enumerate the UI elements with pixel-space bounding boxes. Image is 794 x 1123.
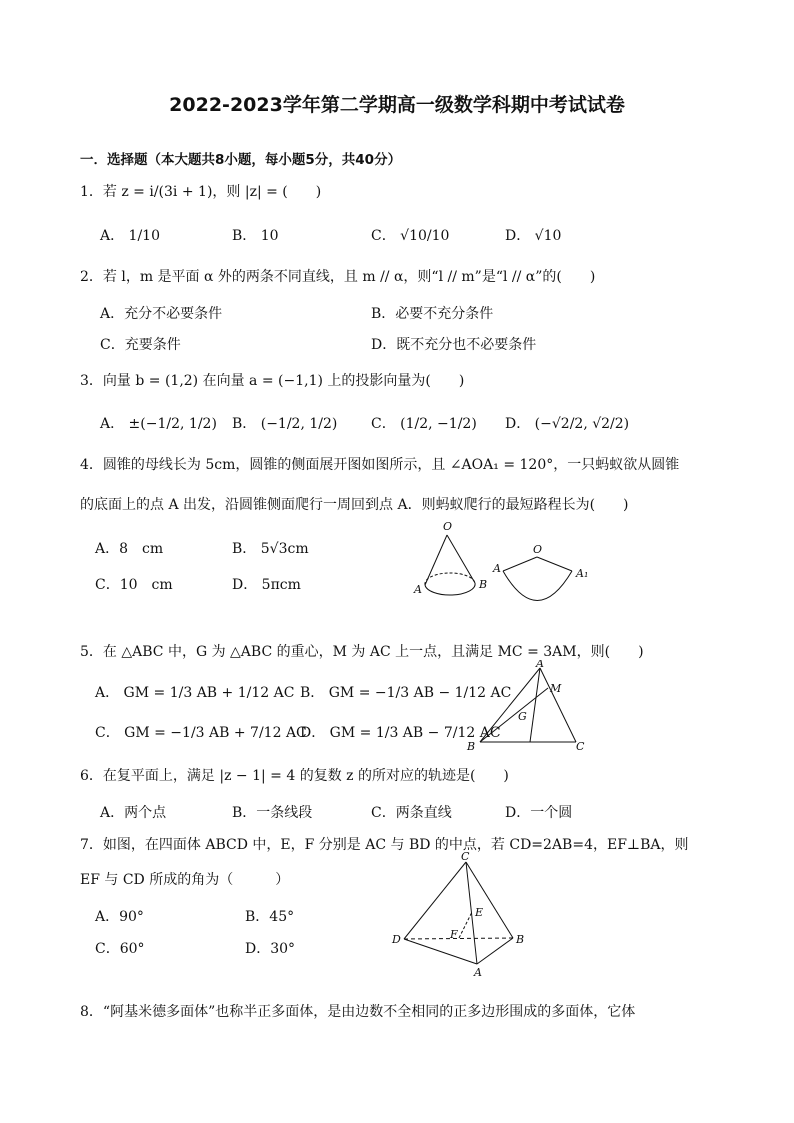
tetra-label-b: B	[516, 933, 525, 946]
q3-option-b: B． (−1/2, 1/2)	[232, 416, 338, 432]
tetrahedron-figure	[390, 850, 535, 980]
q5-option-a: A． GM = 1/3 AB + 1/12 AC	[95, 685, 295, 701]
q2-option-c: C．充要条件	[100, 337, 181, 353]
triangle-figure	[462, 660, 592, 755]
sector-label-a: A	[493, 562, 501, 575]
q1-option-a: A． 1/10	[100, 228, 160, 244]
question-7-stem-cont: EF 与 CD 所成的角为（ ）	[80, 872, 290, 888]
q4-option-a: A．8 cm	[95, 541, 164, 557]
tetra-label-a: A	[474, 966, 482, 979]
q7-option-d: D．30°	[245, 941, 296, 957]
tri-label-b: B	[467, 740, 476, 753]
tetra-label-c: C	[461, 850, 470, 863]
tetra-label-d: D	[392, 933, 401, 946]
question-8-stem: 8．“阿基米德多面体”也称半正多面体，是由边数不全相同的正多边形围成的多面体，它体	[80, 1004, 636, 1020]
q4-option-d: D． 5πcm	[232, 577, 301, 593]
question-6-stem: 6．在复平面上，满足 |z − 1| = 4 的复数 z 的所对应的轨迹是( )	[80, 768, 509, 784]
question-4-stem: 4．圆锥的母线长为 5cm，圆锥的侧面展开图如图所示，且 ∠AOA₁ = 120°，一只蚂蚁欲从圆锥	[80, 457, 680, 473]
q3-option-d: D． (−√2/2, √2/2)	[505, 416, 630, 432]
question-2-stem: 2．若 l，m 是平面 α 外的两条不同直线，且 m // α，则“l // m”是“l // α”的( )	[80, 269, 596, 285]
sector-label-a1: A₁	[576, 567, 589, 580]
tetra-label-e: E	[475, 906, 484, 919]
q5-option-d: D． GM = 1/3 AB − 7/12 AC	[300, 725, 501, 741]
q2-option-b: B．必要不充分条件	[371, 306, 494, 322]
question-5-stem: 5．在 △ABC 中，G 为 △ABC 的重心，M 为 AC 上一点，且满足 MC = 3AM，则( )	[80, 644, 644, 660]
sector-figure	[490, 540, 600, 605]
sector-label-o: O	[533, 543, 543, 556]
q5-option-b: B． GM = −1/3 AB − 1/12 AC	[300, 685, 512, 701]
q5-option-c: C． GM = −1/3 AB + 7/12 AC	[95, 725, 307, 741]
q1-option-c: C． √10/10	[371, 228, 450, 244]
q1-option-b: B． 10	[232, 228, 279, 244]
page-title: 2022-2023学年第二学期高一级数学科期中考试试卷	[169, 94, 625, 116]
q7-option-b: B．45°	[245, 909, 295, 925]
tri-label-g: G	[518, 710, 527, 723]
q3-option-a: A． ±(−1/2, 1/2)	[100, 416, 217, 432]
q6-option-c: C．两条直线	[371, 805, 452, 821]
q3-option-c: C． (1/2, −1/2)	[371, 416, 477, 432]
q6-option-b: B．一条线段	[232, 805, 313, 821]
tetra-label-f: F	[450, 928, 458, 941]
cone-label-b: B	[479, 578, 488, 591]
q4-option-b: B． 5√3cm	[232, 541, 309, 557]
tri-label-a: A	[536, 660, 544, 670]
q1-option-d: D． √10	[505, 228, 562, 244]
cone-label-a: A	[414, 583, 422, 596]
q7-option-c: C．60°	[95, 941, 145, 957]
question-1-stem: 1．若 z = i/(3i + 1)，则 |z| = ( )	[80, 184, 322, 200]
q2-option-d: D．既不充分也不必要条件	[371, 337, 537, 353]
cone-label-o: O	[443, 520, 453, 533]
q4-option-c: C．10 cm	[95, 577, 173, 593]
question-4-stem-cont: 的底面上的点 A 出发，沿圆锥侧面爬行一周回到点 A．则蚂蚁爬行的最短路程长为( )	[80, 497, 629, 513]
q6-option-d: D．一个圆	[505, 805, 573, 821]
question-3-stem: 3．向量 b = (1,2) 在向量 a = (−1,1) 上的投影向量为( )	[80, 373, 465, 389]
q7-option-a: A．90°	[95, 909, 144, 925]
section-heading: 一．选择题（本大题共8小题，每小题5分，共40分）	[80, 152, 402, 168]
tri-label-m: M	[550, 682, 562, 695]
question-7-stem: 7．如图，在四面体 ABCD 中，E，F 分别是 AC 与 BD 的中点，若 CD=2AB=4，EF⊥BA，则	[80, 837, 689, 853]
tri-label-c: C	[576, 740, 585, 753]
q2-option-a: A．充分不必要条件	[100, 306, 223, 322]
q6-option-a: A．两个点	[100, 805, 167, 821]
